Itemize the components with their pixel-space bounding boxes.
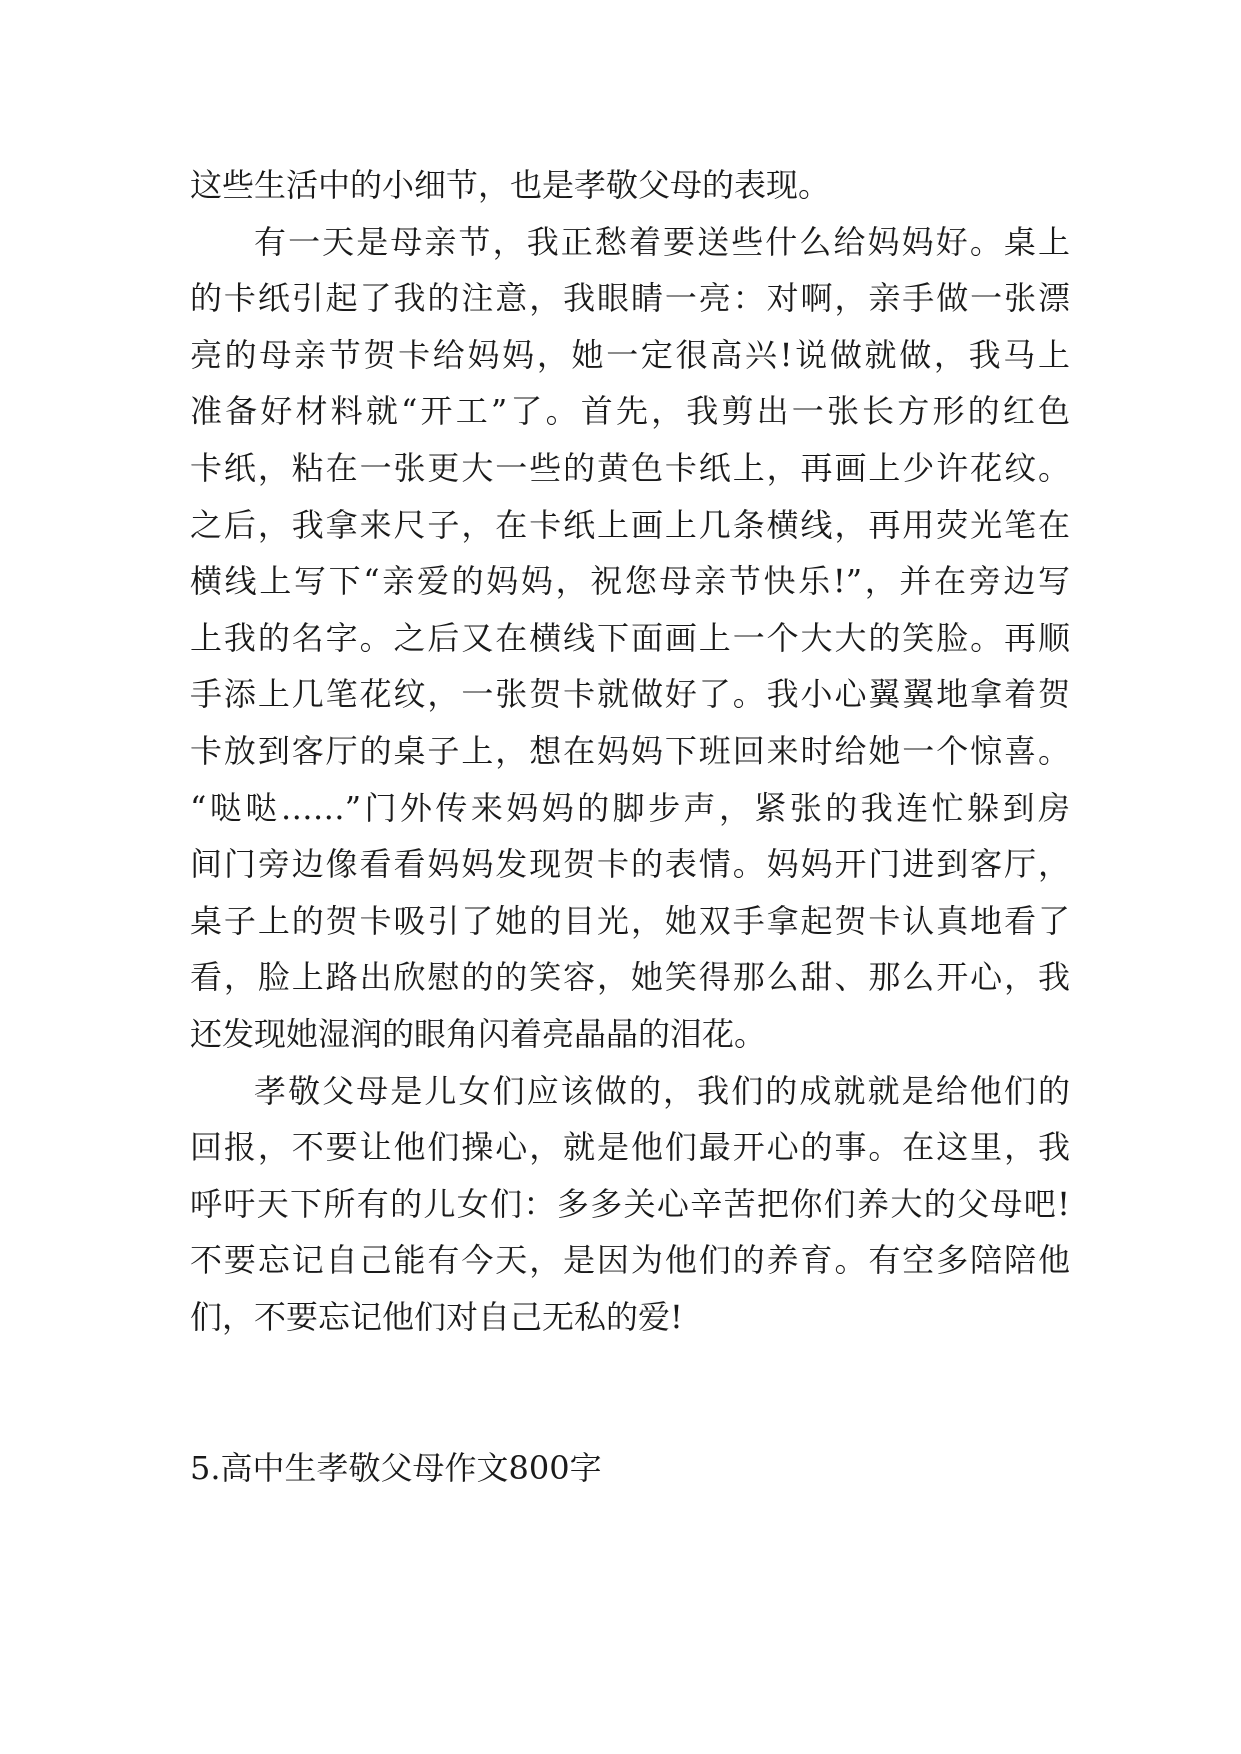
text-line: 卡放到客厅的桌子上，想在妈妈下班回来时给她一个惊喜。 (190, 731, 1070, 770)
text-line: 孝敬父母是儿女们应该做的，我们的成就就是给他们的 (254, 1071, 1070, 1110)
body-text (190, 157, 1070, 1345)
text-line: “哒哒……”门外传来妈妈的脚步声，紧张的我连忙躲到房 (190, 788, 1070, 827)
text-line: 亮的母亲节贺卡给妈妈，她一定很高兴!说做就做，我马上 (190, 335, 1070, 374)
text-line: 回报，不要让他们操心，就是他们最开心的事。在这里，我 (190, 1128, 1070, 1167)
text-line: 们，不要忘记他们对自己无私的爱! (190, 1297, 683, 1336)
text-line: 呼吁天下所有的儿女们：多多关心辛苦把你们养大的父母吧! (190, 1184, 1070, 1223)
text-line: 间门旁边像看看妈妈发现贺卡的表情。妈妈开门进到客厅， (190, 845, 1070, 884)
text-line: 桌子上的贺卡吸引了她的目光，她双手拿起贺卡认真地看了 (190, 901, 1070, 940)
text-line: 手添上几笔花纹，一张贺卡就做好了。我小心翼翼地拿着贺 (190, 675, 1070, 714)
text-line: 的卡纸引起了我的注意，我眼睛一亮：对啊，亲手做一张漂 (190, 279, 1070, 318)
text-line: 准备好材料就“开工”了。首先，我剪出一张长方形的红色 (190, 392, 1070, 431)
text-line: 卡纸，粘在一张更大一些的黄色卡纸上，再画上少许花纹。 (190, 448, 1070, 487)
text-line: 这些生活中的小细节，也是孝敬父母的表现。 (190, 166, 831, 204)
text-line: 有一天是母亲节，我正愁着要送些什么给妈妈好。桌上 (254, 222, 1070, 261)
text-line: 还发现她湿润的眼角闪着亮晶晶的泪花。 (190, 1014, 767, 1053)
text-line: 上我的名字。之后又在横线下面画上一个大大的笑脸。再顺 (190, 618, 1070, 657)
text-line: 不要忘记自己能有今天，是因为他们的养育。有空多陪陪他 (190, 1241, 1070, 1280)
text-line: 看，脸上路出欣慰的的笑容，她笑得那么甜、那么开心，我 (190, 958, 1070, 997)
section-heading: 5.高中生孝敬父母作文800字 (190, 1449, 602, 1487)
text-line: 之后，我拿来尺子，在卡纸上画上几条横线，再用荧光笔在 (190, 505, 1070, 544)
text-line: 横线上写下“亲爱的妈妈，祝您母亲节快乐!”，并在旁边写 (190, 562, 1070, 601)
